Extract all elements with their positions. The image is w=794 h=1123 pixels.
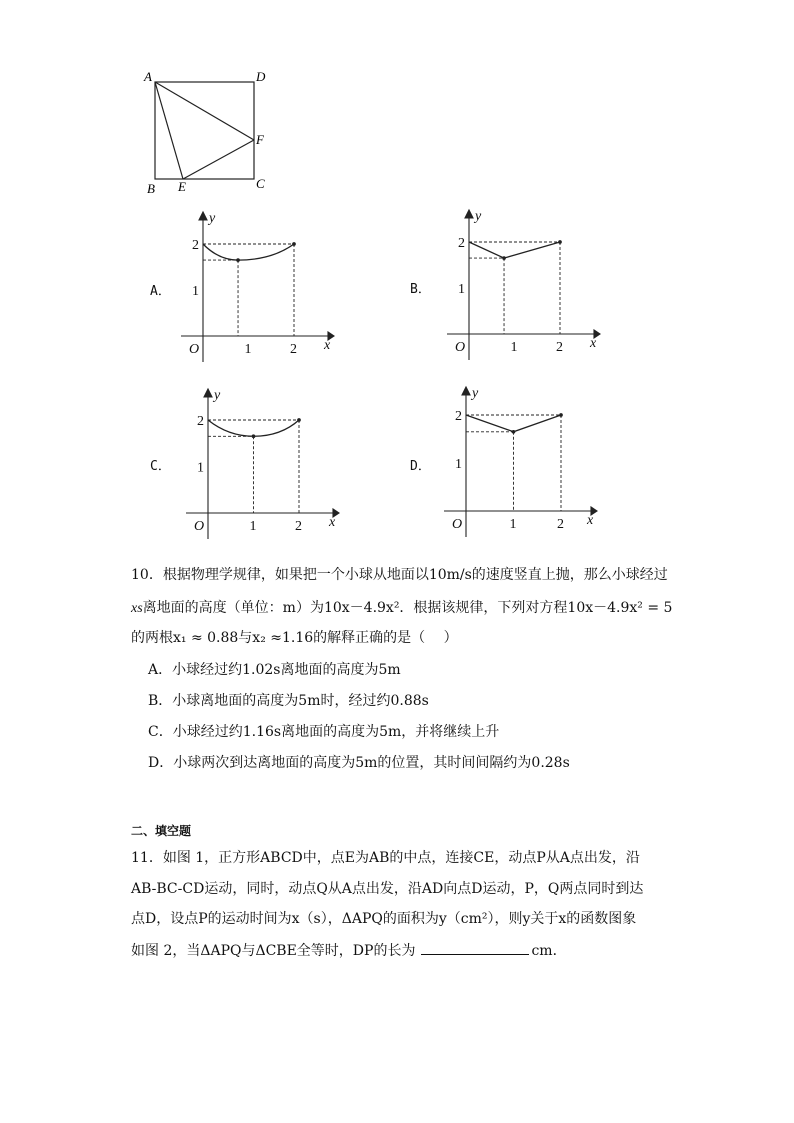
q10-option-b[interactable]: B．小球离地面的高度为5m时，经过约0.88s — [148, 693, 429, 709]
function-curve — [203, 244, 294, 260]
x-axis-label: x — [329, 515, 336, 530]
y-axis-arrow — [465, 210, 473, 218]
data-point — [560, 414, 563, 417]
y-tick-label: 1 — [455, 457, 462, 472]
graph-option-c — [186, 389, 339, 539]
x-tick-label: 2 — [295, 519, 302, 534]
y-tick-label: 1 — [192, 284, 199, 299]
graph-labels — [150, 388, 336, 534]
q11-unit: cm． — [531, 943, 567, 959]
answer-blank[interactable] — [421, 942, 529, 955]
q11-line3: 点D，设点P的运动时间为x（s），ΔAPQ的面积为y（cm²），则y关于x的函数图象 — [131, 911, 637, 927]
x-tick-label: 1 — [249, 519, 257, 534]
data-point — [512, 431, 515, 434]
origin-label: O — [455, 340, 466, 355]
data-point — [293, 243, 296, 246]
function-curve — [208, 420, 299, 436]
graph-option-d — [444, 387, 597, 537]
y-axis-arrow — [462, 387, 470, 395]
x-axis-label: x — [587, 513, 594, 528]
option-label: A． — [150, 284, 171, 299]
origin-label: O — [189, 342, 200, 357]
q10-var-xs: xs — [131, 601, 143, 616]
section-title: 二、填空题 — [131, 824, 192, 838]
q11-line2: AB-BC-CD运动，同时，动点Q从A点出发，沿AD向点D运动，P，Q两点同时到达 — [131, 881, 644, 897]
y-tick-label: 2 — [192, 238, 199, 253]
label-b: B — [147, 181, 155, 196]
data-point — [252, 435, 255, 438]
x-tick-label: 2 — [290, 342, 297, 357]
y-axis-label: y — [209, 211, 216, 226]
label-c: C — [256, 176, 265, 191]
function-curve — [466, 415, 561, 432]
option-label: C． — [150, 459, 171, 474]
q11-line1: 11．如图 1，正方形ABCD中，点E为AB的中点，连接CE，动点P从A点出发，沿 — [131, 850, 640, 866]
graph-option-b — [447, 210, 600, 360]
graph-labels — [410, 209, 597, 355]
y-axis-arrow — [199, 212, 207, 220]
data-point — [559, 241, 562, 244]
y-axis-arrow — [204, 389, 212, 397]
x-axis-label: x — [590, 336, 597, 351]
q11-line4-text: 如图 2，当ΔAPQ与ΔCBE全等时，DP的长为 — [131, 943, 416, 959]
q11-line4 — [131, 942, 567, 959]
origin-label: O — [194, 519, 205, 534]
q10-option-d[interactable]: D．小球两次到达离地面的高度为5m的位置，其时间间隔约为0.28s — [148, 755, 570, 771]
section-heading — [131, 822, 191, 839]
label-e: E — [178, 179, 186, 194]
graph-labels — [150, 211, 331, 357]
q10-option-a[interactable]: A．小球经过约1.02s离地面的高度为5m — [148, 662, 401, 678]
x-tick-label: 1 — [509, 517, 517, 532]
origin-label: O — [452, 517, 463, 532]
x-axis-label: x — [324, 338, 331, 353]
y-tick-label: 2 — [458, 236, 465, 251]
label-a: A — [144, 69, 152, 84]
q10-line2 — [131, 600, 672, 617]
function-curve — [469, 242, 560, 258]
y-axis-label: y — [214, 388, 221, 403]
x-tick-label: 1 — [510, 340, 518, 355]
label-d: D — [256, 69, 266, 84]
y-tick-label: 1 — [458, 282, 465, 297]
data-point — [298, 419, 301, 422]
square-abcd — [155, 82, 254, 179]
y-tick-label: 1 — [197, 460, 204, 476]
q10-line3: 的两根x₁ ≈ 0.88与x₂ ≈1.16的解释正确的是（ ） — [131, 630, 458, 646]
label-f: F — [256, 132, 264, 147]
graph-option-a — [181, 212, 334, 362]
data-point — [503, 257, 506, 260]
option-label: B． — [410, 282, 431, 297]
segment-ef — [183, 140, 254, 179]
x-tick-label: 2 — [556, 340, 563, 355]
square-figure — [155, 82, 254, 179]
q10-option-c[interactable]: C．小球经过约1.16s离地面的高度为5m，并将继续上升 — [148, 724, 500, 740]
y-axis-label: y — [472, 386, 479, 401]
x-tick-label: 1 — [244, 342, 252, 357]
q10-line2-text: 离地面的高度（单位：m）为10x－4.9x²．根据该规律，下列对方程10x－4.9x² = 5 — [142, 600, 673, 616]
option-label: D． — [410, 459, 431, 474]
y-tick-label: 2 — [455, 409, 462, 424]
y-axis-label: y — [475, 209, 482, 224]
x-tick-label: 2 — [557, 517, 564, 532]
data-point — [237, 259, 240, 262]
y-tick-label: 2 — [197, 414, 204, 429]
q10-line1: 10．根据物理学规律，如果把一个小球从地面以10m/s的速度竖直上抛，那么小球经过 — [131, 567, 668, 583]
graph-labels — [410, 386, 594, 532]
